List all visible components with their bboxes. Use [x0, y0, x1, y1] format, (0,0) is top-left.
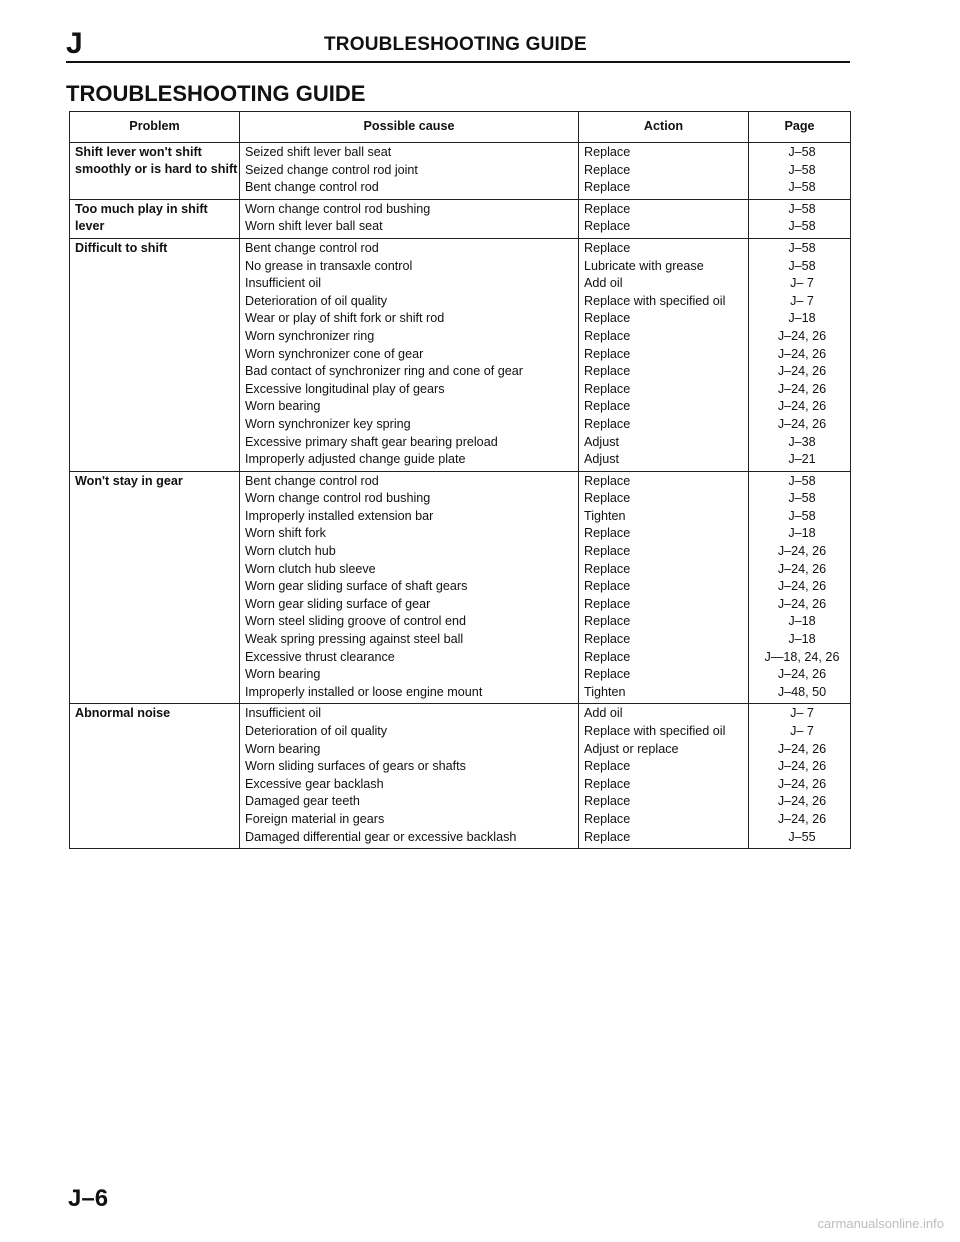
possible-cause-cell [240, 143, 579, 200]
page-line: J–24, 26 [777, 328, 827, 343]
page-line: J–24, 26 [777, 667, 827, 682]
page-line: J– 7 [790, 724, 814, 738]
action-line: Adjust [584, 434, 620, 449]
page-line: J–24, 26 [777, 811, 827, 826]
cause-line: Excessive primary shaft gear bearing preload [245, 434, 498, 449]
problem-cell: Won't stay in gear [70, 471, 240, 704]
cause-line: Worn bearing [245, 741, 321, 756]
page-line: J–55 [788, 829, 816, 844]
action-line: Replace [584, 180, 631, 195]
page-line: J–18 [788, 632, 816, 647]
table-row [70, 143, 851, 200]
action-line: Replace [584, 346, 631, 361]
cause-line: Worn shift lever ball seat [245, 219, 383, 234]
action-line: Replace [584, 328, 631, 343]
action-cell [579, 238, 749, 471]
cause-line: Excessive gear backlash [245, 776, 384, 791]
cause-line: Deterioration of oil quality [245, 293, 388, 308]
cause-line: Worn change control rod bushing [245, 201, 431, 216]
page-line: J–24, 26 [777, 794, 827, 809]
cause-line: Excessive thrust clearance [245, 649, 395, 664]
cause-line: Bent change control rod [245, 240, 379, 255]
page-line: J–58 [788, 258, 816, 273]
action-line: Replace [584, 632, 631, 647]
action-line: Replace [584, 614, 631, 629]
table-row [70, 471, 851, 704]
page-line: J—18, 24, 26 [764, 649, 840, 664]
action-line: Adjust or replace [584, 741, 679, 756]
running-title: TROUBLESHOOTING GUIDE [324, 34, 587, 55]
cause-line: Wear or play of shift fork or shift rod [245, 311, 445, 326]
table-body [70, 143, 851, 849]
possible-cause-cell [240, 704, 579, 849]
page-line: J–24, 26 [777, 416, 827, 431]
page-line: J–18 [788, 526, 816, 541]
action-line: Lubricate with grease [584, 258, 704, 273]
action-line: Add oil [584, 706, 623, 721]
cause-line: Worn bearing [245, 667, 321, 682]
table-row [70, 238, 851, 471]
page-line: J– 7 [790, 276, 814, 291]
page-cell [749, 199, 851, 238]
page-line: J–24, 26 [777, 776, 827, 791]
action-line: Replace [584, 240, 631, 255]
watermark: carmanualsonline.info [817, 1216, 944, 1231]
action-line: Replace [584, 526, 631, 541]
cause-line: Worn change control rod bushing [245, 491, 431, 506]
action-line: Replace [584, 381, 631, 396]
problem-cell: Shift lever won't shift smoothly or is hard to shift [70, 143, 240, 200]
page-line: J–58 [788, 240, 816, 255]
page-heading: TROUBLESHOOTING GUIDE [66, 81, 366, 106]
action-line: Replace [584, 364, 631, 379]
page-line: J–38 [788, 434, 816, 449]
header-rule [66, 61, 850, 63]
action-line: Replace [584, 561, 631, 576]
page-line: J–48, 50 [777, 684, 827, 699]
column-header-action: Action [579, 112, 749, 143]
page-line: J–58 [788, 162, 816, 177]
cause-line: Deterioration of oil quality [245, 724, 388, 738]
action-line: Replace with specified oil [584, 724, 726, 738]
action-cell [579, 143, 749, 200]
action-line: Replace [584, 399, 631, 414]
possible-cause-cell [240, 471, 579, 704]
cause-line: No grease in transaxle control [245, 258, 413, 273]
action-line: Replace [584, 776, 631, 791]
cause-line: Insufficient oil [245, 276, 322, 291]
action-line: Replace [584, 579, 631, 594]
column-header-possible-cause: Possible cause [240, 112, 579, 143]
action-line: Tighten [584, 684, 626, 699]
page-line: J–24, 26 [777, 741, 827, 756]
action-cell [579, 199, 749, 238]
cause-line: Worn clutch hub sleeve [245, 561, 376, 576]
page-line: J–24, 26 [777, 346, 827, 361]
page-line: J–24, 26 [777, 381, 827, 396]
cause-line: Worn synchronizer ring [245, 328, 375, 343]
table-row [70, 704, 851, 849]
page-cell [749, 471, 851, 704]
action-line: Replace [584, 544, 631, 559]
possible-cause-cell [240, 199, 579, 238]
problem-cell: Abnormal noise [70, 704, 240, 849]
cause-line: Excessive longitudinal play of gears [245, 381, 445, 396]
page-line: J–58 [788, 508, 816, 523]
cause-line: Worn synchronizer cone of gear [245, 346, 424, 361]
page-line: J–21 [788, 452, 816, 467]
page-line: J–58 [788, 145, 816, 159]
column-header-page: Page [749, 112, 851, 143]
page-line: J– 7 [790, 293, 814, 308]
section-letter: J [66, 27, 83, 60]
page-line: J–18 [788, 614, 816, 629]
page-line: J–58 [788, 473, 816, 488]
page-line: J–24, 26 [777, 596, 827, 611]
action-line: Replace [584, 219, 631, 234]
page-line: J–24, 26 [777, 579, 827, 594]
cause-line: Insufficient oil [245, 706, 322, 721]
cause-line: Worn bearing [245, 399, 321, 414]
cause-line: Improperly adjusted change guide plate [245, 452, 466, 467]
page-line: J–24, 26 [777, 759, 827, 774]
table-row [70, 199, 851, 238]
troubleshooting-table [69, 111, 851, 849]
cause-line: Bent change control rod [245, 180, 379, 195]
page-cell [749, 238, 851, 471]
page-line: J–58 [788, 219, 816, 234]
cause-line: Bad contact of synchronizer ring and cone of gear [245, 364, 523, 379]
cause-line: Improperly installed or loose engine mount [245, 684, 483, 699]
page-cell [749, 143, 851, 200]
action-line: Replace [584, 649, 631, 664]
page-line: J–18 [788, 311, 816, 326]
cause-line: Weak spring pressing against steel ball [245, 632, 464, 647]
action-line: Tighten [584, 508, 626, 523]
action-line: Replace [584, 596, 631, 611]
page-line: J–58 [788, 201, 816, 216]
cause-line: Worn gear sliding surface of shaft gears [245, 579, 468, 594]
page-line: J–58 [788, 491, 816, 506]
cause-line: Seized shift lever ball seat [245, 145, 392, 159]
table-header-row [70, 112, 851, 143]
problem-cell: Too much play in shift lever [70, 199, 240, 238]
action-line: Replace [584, 416, 631, 431]
column-header-problem: Problem [70, 112, 240, 143]
cause-line: Damaged gear teeth [245, 794, 360, 809]
action-line: Replace [584, 794, 631, 809]
action-line: Replace [584, 473, 631, 488]
page-line: J–24, 26 [777, 561, 827, 576]
page-line: J– 7 [790, 706, 814, 721]
page-line: J–24, 26 [777, 364, 827, 379]
cause-line: Bent change control rod [245, 473, 379, 488]
action-line: Replace [584, 145, 631, 159]
action-cell [579, 471, 749, 704]
cause-line: Worn synchronizer key spring [245, 416, 411, 431]
page-number: J–6 [68, 1185, 109, 1212]
action-cell [579, 704, 749, 849]
action-line: Replace [584, 811, 631, 826]
page-line: J–24, 26 [777, 544, 827, 559]
cause-line: Improperly installed extension bar [245, 508, 434, 523]
problem-cell: Difficult to shift [70, 238, 240, 471]
cause-line: Damaged differential gear or excessive backlash [245, 829, 517, 844]
page-line: J–58 [788, 180, 816, 195]
action-line: Replace [584, 162, 631, 177]
action-line: Add oil [584, 276, 623, 291]
page-cell [749, 704, 851, 849]
cause-line: Worn shift fork [245, 526, 326, 541]
action-line: Replace [584, 201, 631, 216]
action-line: Replace [584, 491, 631, 506]
action-line: Adjust [584, 452, 620, 467]
action-line: Replace [584, 667, 631, 682]
action-line: Replace [584, 829, 631, 844]
page-header [66, 26, 850, 62]
cause-line: Seized change control rod joint [245, 162, 418, 177]
page-line: J–24, 26 [777, 399, 827, 414]
cause-line: Worn steel sliding groove of control end [245, 614, 466, 629]
action-line: Replace with specified oil [584, 293, 726, 308]
action-line: Replace [584, 759, 631, 774]
cause-line: Worn clutch hub [245, 544, 336, 559]
cause-line: Worn gear sliding surface of gear [245, 596, 431, 611]
cause-line: Worn sliding surfaces of gears or shafts [245, 759, 466, 774]
possible-cause-cell [240, 238, 579, 471]
action-line: Replace [584, 311, 631, 326]
cause-line: Foreign material in gears [245, 811, 385, 826]
